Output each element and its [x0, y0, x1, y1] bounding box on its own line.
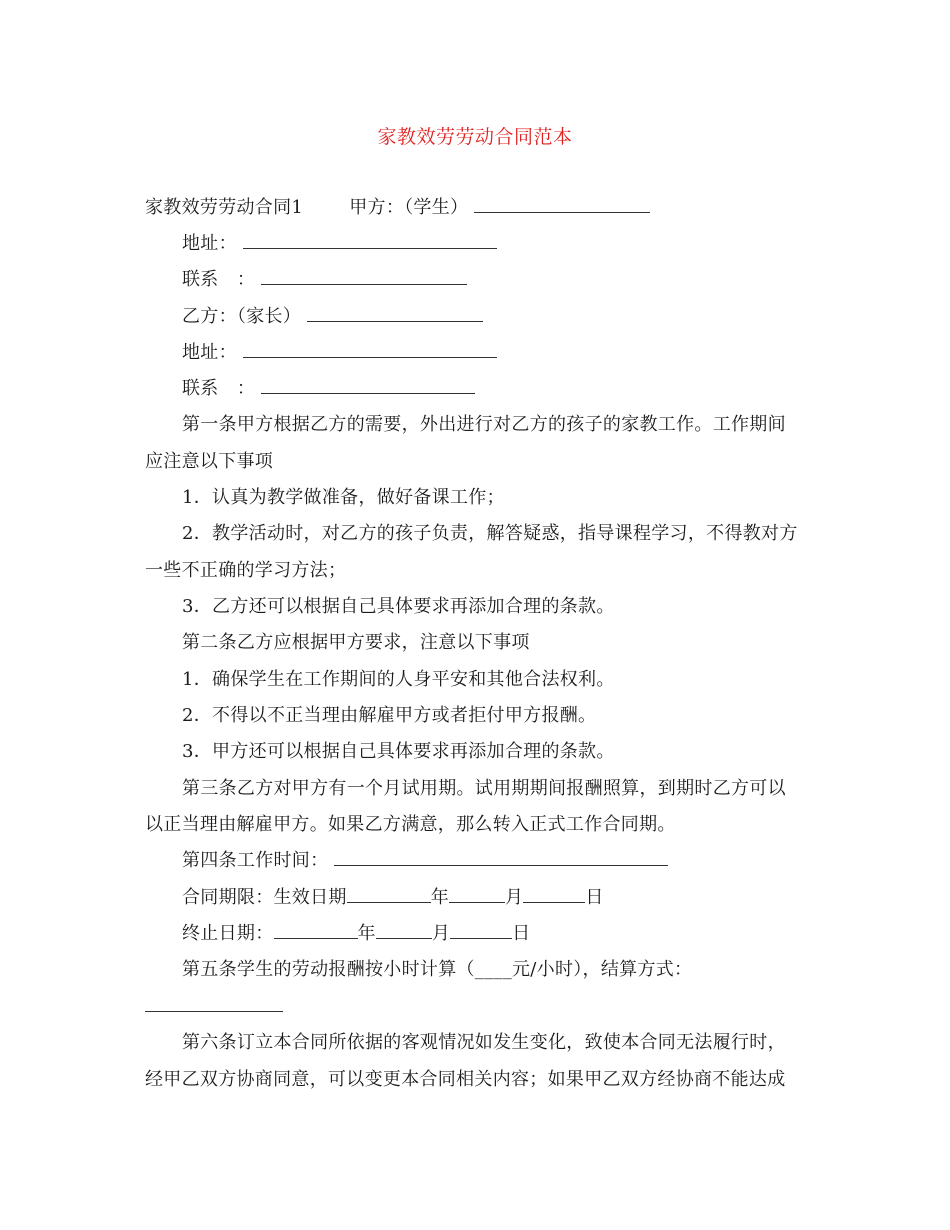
address-label-b: 地址： [182, 342, 237, 363]
start-day-blank [523, 886, 585, 903]
article-1-item-2-line-2: 一些不正确的学习方法； [145, 560, 347, 581]
article-6-line-2: 经甲乙双方协商同意，可以变更本合同相关内容；如果甲乙双方经协商不能达成 [145, 1069, 786, 1090]
address-line-a [182, 232, 497, 256]
end-date-label: 终止日期： [182, 923, 274, 944]
party-a-line [145, 196, 650, 220]
article-5-line: 第五条学生的劳动报酬按小时计算（____元/小时），结算方式： [182, 959, 693, 980]
article-1-item-3: 3．乙方还可以根据自己具体要求再添加合理的条款。 [182, 596, 615, 617]
article-3-line-1: 第三条乙方对甲方有一个月试用期。试用期期间报酬照算，到期时乙方可以 [182, 778, 786, 799]
end-date-line [182, 922, 530, 946]
article-2-item-2: 2．不得以不正当理由解雇甲方或者拒付甲方报酬。 [182, 705, 597, 726]
term-label: 合同期限：生效日期 [182, 887, 347, 908]
contact-label: 联系 ： [182, 269, 256, 290]
end-year-label: 年 [357, 923, 376, 944]
article-3-line-2: 以正当理由解雇甲方。如果乙方满意，那么转入正式工作合同期。 [145, 814, 676, 835]
contact-blank-b [261, 377, 475, 394]
contact-label-b: 联系 ： [182, 378, 256, 399]
address-blank-b [243, 341, 497, 358]
article-1-line-2: 应注意以下事项 [145, 451, 274, 472]
settlement-blank-line [145, 995, 283, 1019]
start-month-blank [449, 886, 505, 903]
contract-heading: 家教效劳劳动合同1 [145, 197, 304, 218]
end-month-label: 月 [431, 923, 451, 944]
address-line-b [182, 341, 497, 365]
end-month-blank [376, 922, 432, 939]
year-label: 年 [430, 887, 450, 908]
contact-line-a [182, 268, 467, 292]
document-title: 家教效劳劳动合同范本 [377, 126, 573, 148]
article-6-line-1: 第六条订立本合同所依据的客观情况如发生变化，致使本合同无法履行时， [182, 1032, 786, 1053]
article-1-item-1: 1．认真为教学做准备，做好备课工作； [182, 487, 505, 508]
end-year-blank [274, 922, 358, 939]
settlement-blank [145, 995, 283, 1012]
article-1-line-1: 第一条甲方根据乙方的需要，外出进行对乙方的孩子的家教工作。工作期间 [182, 414, 786, 435]
start-year-blank [347, 886, 431, 903]
party-b-blank [307, 305, 483, 322]
contact-blank-a [261, 268, 467, 285]
contact-line-b [182, 377, 475, 401]
article-2-item-1: 1．确保学生在工作期间的人身平安和其他合法权利。 [182, 669, 615, 690]
day-label: 日 [585, 887, 604, 908]
party-a-label: 甲方：（学生） [349, 197, 469, 218]
end-day-blank [450, 922, 512, 939]
address-blank-a [243, 232, 497, 249]
party-b-label: 乙方：（家长） [182, 306, 302, 327]
article-2-line-1: 第二条乙方应根据甲方要求，注意以下事项 [182, 632, 530, 653]
term-line [182, 886, 604, 910]
work-time-blank [334, 849, 668, 866]
article-1-item-2-line-1: 2．教学活动时，对乙方的孩子负责，解答疑惑，指导课程学习，不得教对方 [182, 523, 798, 544]
article-4-line [182, 849, 668, 873]
party-a-blank [474, 196, 650, 213]
address-label: 地址： [182, 233, 237, 254]
end-day-label: 日 [512, 923, 531, 944]
article-4-label: 第四条工作时间： [182, 850, 329, 871]
party-b-line [182, 305, 483, 329]
article-2-item-3: 3．甲方还可以根据自己具体要求再添加合理的条款。 [182, 741, 615, 762]
month-label: 月 [505, 887, 524, 908]
